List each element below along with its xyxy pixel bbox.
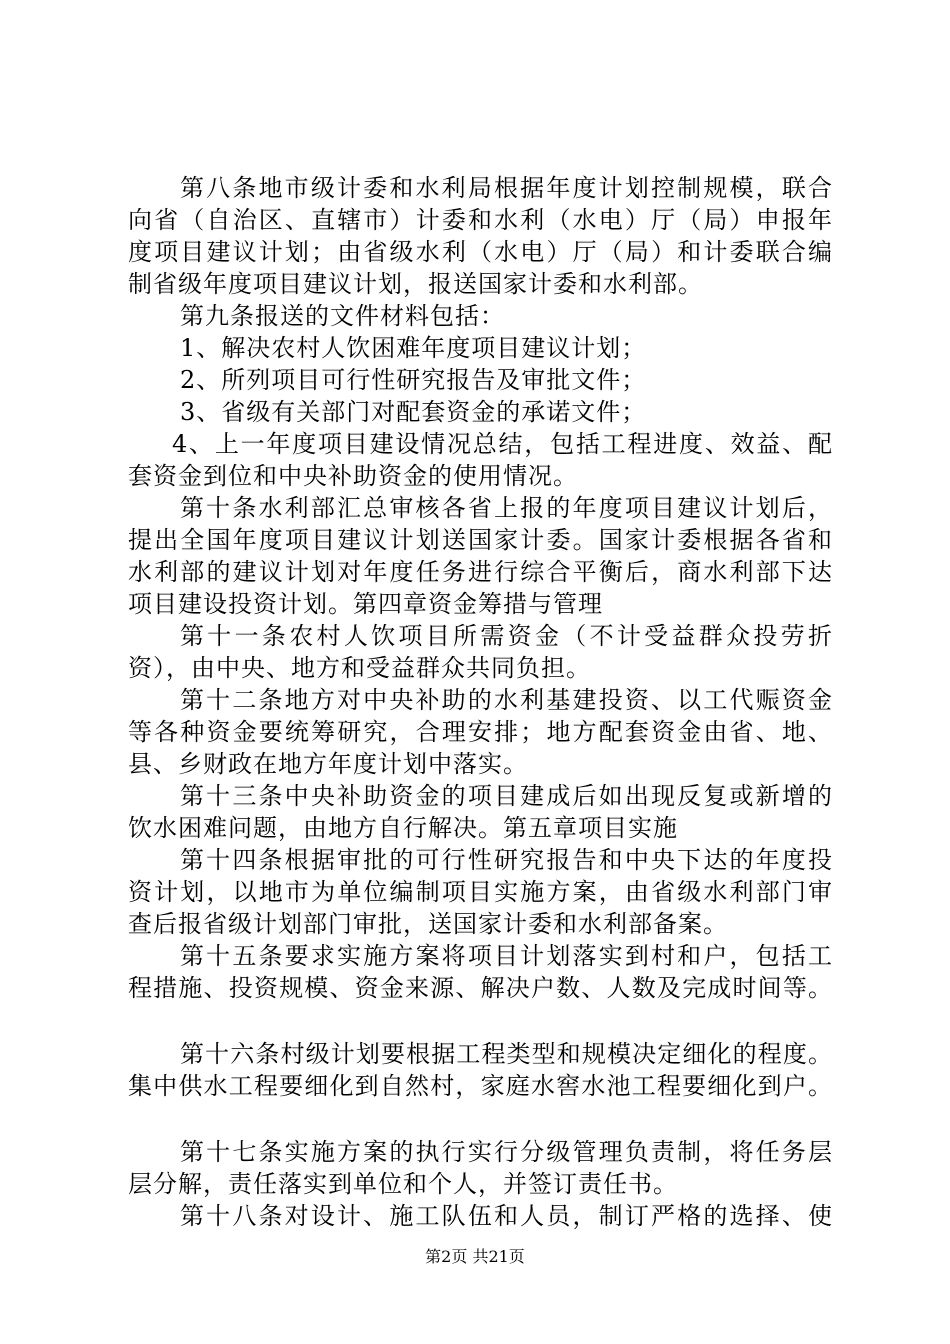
- text-line: 项目建设投资计划。第四章资金筹措与管理: [128, 590, 603, 618]
- text-line: 层分解，责任落实到单位和个人，并签订责任书。: [128, 1170, 678, 1198]
- text-line: 制省级年度项目建议计划，报送国家计委和水利部。: [128, 270, 703, 298]
- paragraph-gap: [128, 1102, 833, 1136]
- text-line: 第十二条地方对中央补助的水利基建投资、以工代赈资金: [180, 686, 833, 714]
- text-line: 水利部的建议计划对年度任务进行综合平衡后，商水利部下达: [128, 558, 833, 586]
- text-line: 第十五条要求实施方案将项目计划落实到村和户，包括工: [180, 942, 833, 970]
- text-line: 程措施、投资规模、资金来源、解决户数、人数及完成时间等。: [128, 974, 833, 1002]
- text-line: 查后报省级计划部门审批，送国家计委和水利部备案。: [128, 910, 728, 938]
- document-body: [128, 172, 833, 1232]
- text-line: 资计划，以地市为单位编制项目实施方案，由省级水利部门审: [128, 878, 833, 906]
- text-line: 资），由中央、地方和受益群众共同负担。: [128, 654, 591, 682]
- text-line: 第十条水利部汇总审核各省上报的年度项目建议计划后，: [180, 494, 833, 522]
- text-line: 第九条报送的文件材料包括：: [180, 302, 505, 330]
- text-line: 2、所列项目可行性研究报告及审批文件；: [180, 366, 647, 394]
- text-line: 等各种资金要统筹研究，合理安排；地方配套资金由省、地、: [128, 718, 833, 746]
- text-line: 1、解决农村人饮困难年度项目建议计划；: [180, 334, 647, 362]
- text-line: 第十六条村级计划要根据工程类型和规模决定细化的程度。: [180, 1040, 833, 1068]
- text-line: 向省（自治区、直辖市）计委和水利（水电）厅（局）申报年: [128, 206, 833, 234]
- text-line: 度项目建议计划；由省级水利（水电）厅（局）和计委联合编: [128, 238, 833, 266]
- text-line: 集中供水工程要细化到自然村，家庭水窖水池工程要细化到户。: [128, 1072, 833, 1100]
- text-line: 第十一条农村人饮项目所需资金（不计受益群众投劳折: [180, 622, 833, 650]
- text-line: 4、上一年度项目建设情况总结，包括工程进度、效益、配: [172, 430, 833, 458]
- text-line: 第十七条实施方案的执行实行分级管理负责制，将任务层: [180, 1138, 833, 1166]
- text-line: 套资金到位和中央补助资金的使用情况。: [128, 462, 578, 490]
- text-line: 第十四条根据审批的可行性研究报告和中央下达的年度投: [180, 846, 833, 874]
- text-line: 提出全国年度项目建议计划送国家计委。国家计委根据各省和: [128, 526, 833, 554]
- paragraph-gap: [128, 1004, 833, 1038]
- text-line: 第十三条中央补助资金的项目建成后如出现反复或新增的: [180, 782, 833, 810]
- text-line: 第八条地市级计委和水利局根据年度计划控制规模，联合: [180, 174, 833, 202]
- text-line: 第十八条对设计、施工队伍和人员，制订严格的选择、使: [180, 1202, 833, 1230]
- text-line: 县、乡财政在地方年度计划中落实。: [128, 750, 528, 778]
- text-line: 3、省级有关部门对配套资金的承诺文件；: [180, 398, 647, 426]
- page-number-footer: 第2页 共21页: [425, 1247, 525, 1266]
- text-line: 饮水困难问题，由地方自行解决。第五章项目实施: [128, 814, 678, 842]
